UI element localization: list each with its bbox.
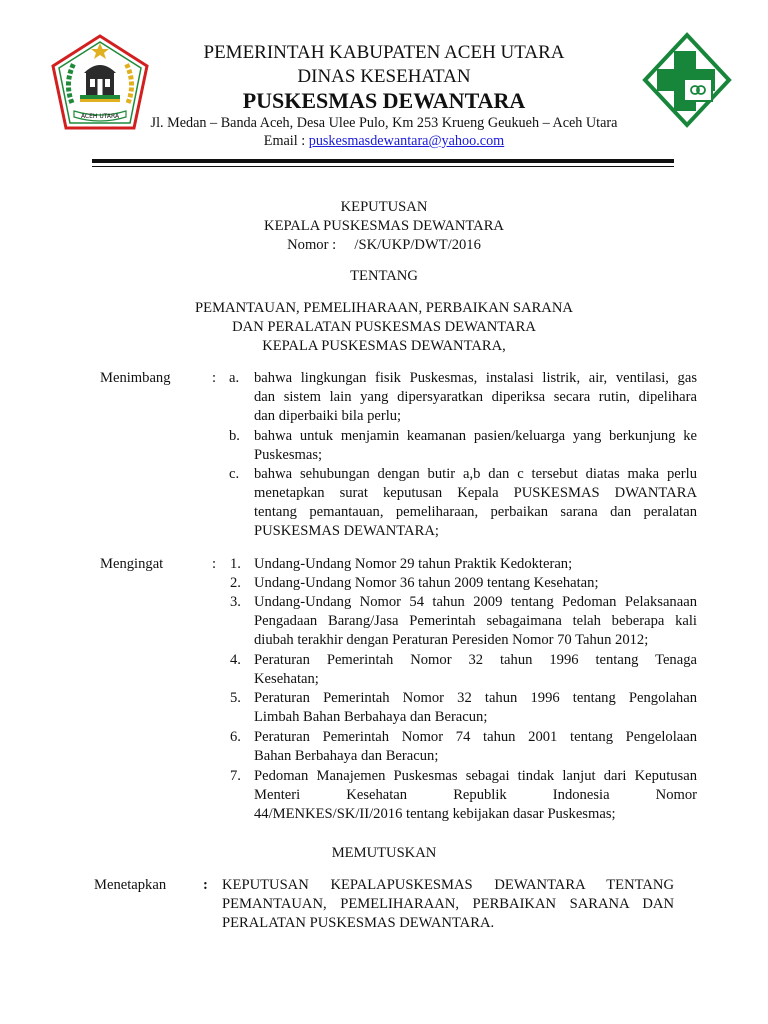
mengingat-marker-1: 1. [230,556,241,572]
mengingat-marker-3: 3. [230,594,241,610]
mengingat-label: Mengingat [100,556,164,572]
letterhead-rule-thick [92,159,674,163]
email-line [150,133,618,149]
puskesmas-logo [640,31,734,129]
menetapkan-label: Menetapkan [94,877,167,893]
decree-heading: KEPUTUSAN [340,199,428,215]
text-line: Puskesmas; [254,447,323,463]
decree-number: Nomor : /SK/UKP/DWT/2016 [287,237,481,253]
text-line: bahwa untuk menjamin keamanan pasien/keluarga yang berkunjung ke [254,428,697,444]
mengingat-marker-2: 2. [230,575,241,591]
mengingat-item-5 [254,689,697,727]
text-line: diubah terakhir dengan Peraturan Peresiden Nomor 70 Tahun 2012; [254,632,649,648]
text-line: 44/MENKES/SK/II/2016 tentang kebijakan dasar Puskesmas; [254,806,616,822]
email-link[interactable]: puskesmasdewantara@yahoo.com [308,133,505,149]
text-line: Limbah Bahan Berbahaya dan Beracun; [254,709,488,725]
text-line: Peraturan Pemerintah Nomor 32 tahun 1996 tentang Pengolahan [254,690,697,706]
text-line: Peraturan Pemerintah Nomor 74 tahun 2001 tentang Pengelolaan [254,729,697,745]
menimbang-item-c [254,465,697,541]
text-line: KEPUTUSAN KEPALAPUSKESMAS DEWANTARA TENTANG [222,877,674,893]
mengingat-item-2 [254,574,697,593]
text-line: Bahan Berbahaya dan Beracun; [254,748,439,764]
text-line: PERALATAN PUSKESMAS DEWANTARA. [222,915,495,931]
mengingat-marker-4: 4. [230,652,241,668]
department-name: DINAS KESEHATAN [297,66,471,87]
text-line: tentang pemantauan, pemeliharaan, perbaikan sarana dan peralatan [254,504,697,520]
decree-issuer: KEPALA PUSKESMAS DEWANTARA [264,218,504,234]
aceh-utara-crest-logo [50,33,150,131]
mengingat-marker-7: 7. [230,768,241,784]
menimbang-item-b [254,427,697,465]
menetapkan-colon: : [203,877,208,893]
text-line: bahwa sehubungan dengan butir a,b dan c tersebut diatas maka perlu [254,466,697,482]
text-line: Pengadaan Barang/Jasa Pemerintah sebagaimana telah beberapa kali [254,613,697,629]
mengingat-item-3 [254,593,697,650]
institution-name: PUSKESMAS DEWANTARA [242,88,526,113]
subject-line-3: KEPALA PUSKESMAS DEWANTARA, [262,338,506,354]
text-line: dan sistem lain yang dipersyaratkan diperiksa secara rutin, dipelihara [254,389,697,405]
text-line: Peraturan Pemerintah Nomor 32 tahun 1996 tentang Tenaga [254,652,697,668]
menimbang-marker-a: a. [229,370,240,386]
memutuskan-heading: MEMUTUSKAN [331,845,437,861]
address: Jl. Medan – Banda Aceh, Desa Ulee Pulo, Km 253 Krueng Geukueh – Aceh Utara [150,115,618,131]
text-line: PEMANTAUAN, PEMELIHARAAN, PERBAIKAN SARANA DAN [222,896,674,912]
email-label: Email : [263,133,309,149]
subject-line-2: DAN PERALATAN PUSKESMAS DEWANTARA [232,319,536,335]
government-name: PEMERINTAH KABUPATEN ACEH UTARA [203,42,565,63]
text-line: Undang-Undang Nomor 54 tahun 2009 tentang Pedoman Pelaksanaan [254,594,697,610]
menetapkan-text [222,876,674,933]
subject-line-1: PEMANTAUAN, PEMELIHARAAN, PERBAIKAN SARANA [195,300,573,316]
mengingat-item-6 [254,728,697,766]
mengingat-colon: : [212,556,217,572]
menimbang-label: Menimbang [100,370,171,386]
mengingat-item-4 [254,651,697,689]
tentang-heading: TENTANG [350,268,418,284]
text-line: menetapkan surat keputusan Kepala PUSKESMAS DWANTARA [254,485,697,501]
letterhead-rule-thin [92,166,674,167]
text-line: bahwa lingkungan fisik Puskesmas, instalasi listrik, air, ventilasi, gas [254,370,697,386]
text-line: Kesehatan; [254,671,319,687]
menimbang-marker-b: b. [229,428,240,444]
mengingat-item-7 [254,767,697,824]
text-line: Menteri Kesehatan Republik Indonesia Nomor [254,787,697,803]
menimbang-item-a [254,369,697,426]
mengingat-marker-5: 5. [230,690,241,706]
text-line: Pedoman Manajemen Puskesmas sebagai tindak lanjut dari Keputusan [254,768,697,784]
mengingat-marker-6: 6. [230,729,241,745]
text-line: Undang-Undang Nomor 36 tahun 2009 tentang Kesehatan; [254,575,599,591]
menimbang-colon: : [212,370,217,386]
text-line: dan diperbaiki bila perlu; [254,408,402,424]
menimbang-marker-c: c. [229,466,240,482]
text-line: Undang-Undang Nomor 29 tahun Praktik Kedokteran; [254,556,573,572]
crest-ribbon-text: ACEH UTARA [80,113,120,120]
text-line: PUSKESMAS DEWANTARA; [254,523,439,539]
mengingat-item-1 [254,555,697,574]
